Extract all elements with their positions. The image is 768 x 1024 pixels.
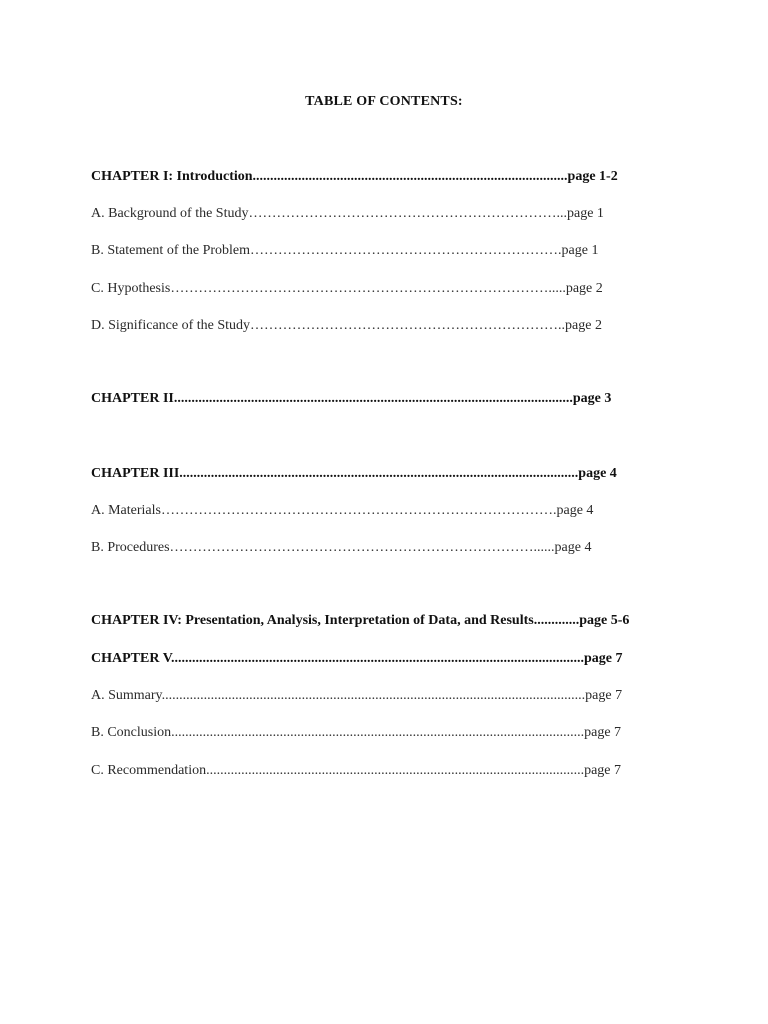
toc-entry-materials: A. Materials………………………………………………………………………….page 4	[91, 503, 594, 518]
toc-entry-hypothesis: C. Hypothesis……………………………………………………………………….....page 2	[91, 281, 603, 296]
toc-entry-chapter-2: CHAPTER II..................................................................................................................page 3	[91, 391, 612, 406]
toc-entry-chapter-5: CHAPTER V......................................................................................................................page 7	[91, 651, 623, 666]
toc-entry-chapter-1: CHAPTER I: Introduction..........................................................................................page 1-2	[91, 169, 618, 184]
toc-entry-statement: B. Statement of the Problem………………………………………………………….page 1	[91, 243, 599, 258]
toc-entry-significance: D. Significance of the Study…………………………………………………………..page 2	[91, 318, 602, 333]
toc-entry-chapter-3: CHAPTER III..................................................................................................................page 4	[91, 466, 617, 481]
toc-entry-chapter-4: CHAPTER IV: Presentation, Analysis, Interpretation of Data, and Results.............page 5-6	[91, 613, 630, 628]
toc-entry-background: A. Background of the Study…………………………………………………………...page 1	[91, 206, 604, 221]
toc-entry-procedures: B. Procedures……………………………………………………………………......page 4	[91, 540, 592, 555]
toc-title: TABLE OF CONTENTS:	[305, 94, 463, 109]
toc-entry-recommendation: C. Recommendation............................................................................................................page 7	[91, 763, 622, 778]
toc-entry-conclusion: B. Conclusion......................................................................................................................page 7	[91, 725, 622, 740]
toc-entry-summary: A. Summary.........................................................................................................................page 7	[91, 688, 623, 703]
